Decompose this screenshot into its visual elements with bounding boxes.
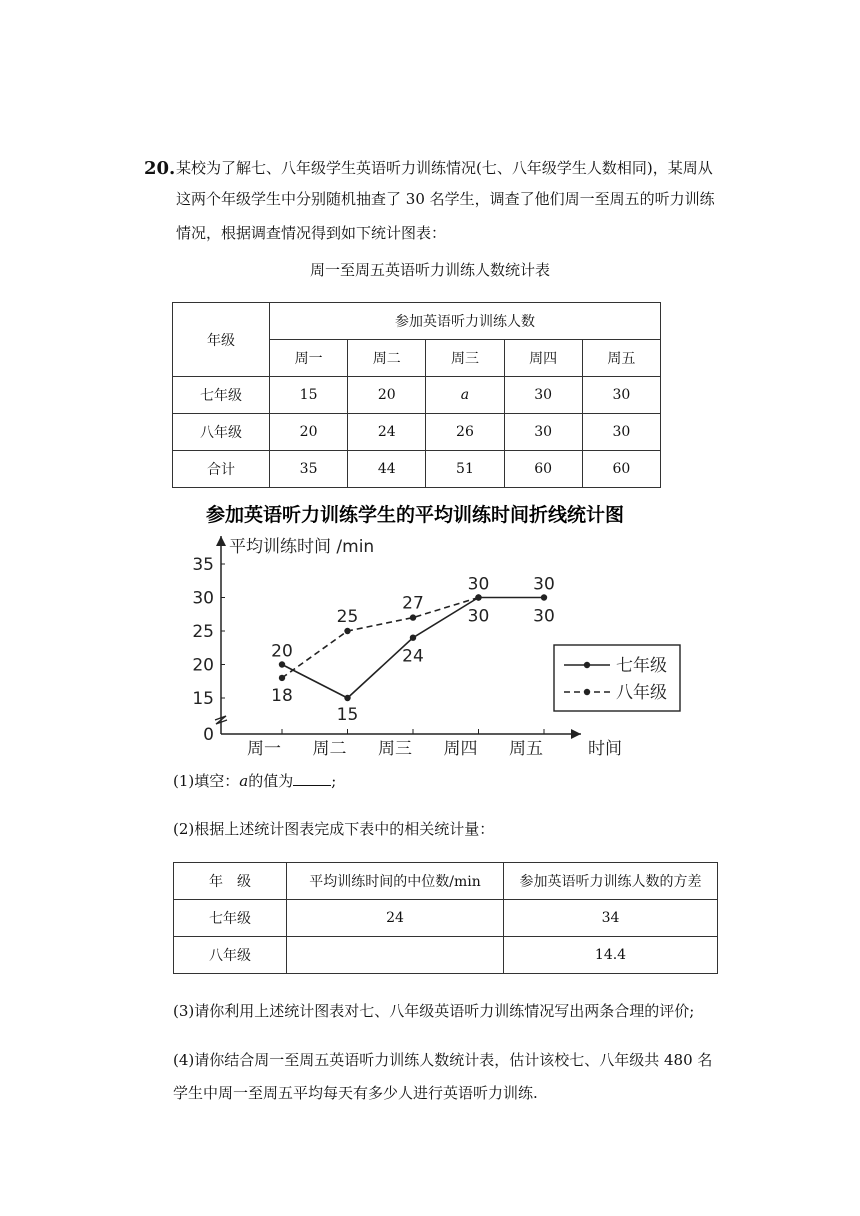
part-1-suffix: 的值为: [248, 772, 294, 790]
data-label: 27: [402, 593, 424, 614]
y-tick-label: 15: [192, 689, 214, 709]
part-3: (3)请你利用上述统计图表对七、八年级英语听力训练情况写出两条合理的评价;: [173, 1002, 695, 1020]
part-2: (2)根据上述统计图表完成下表中的相关统计量：: [173, 820, 495, 838]
x-tick-label: 周四: [443, 739, 478, 759]
grade-header: 年级: [173, 303, 270, 377]
variance-cell: 34: [504, 900, 718, 937]
header-cell: 平均训练时间的中位数/min: [287, 863, 504, 900]
grade-cell: 八年级: [174, 937, 287, 974]
value-cell: 30: [504, 377, 582, 414]
table-row: [174, 937, 718, 974]
grade-cell: 七年级: [173, 377, 270, 414]
legend-marker: [584, 689, 590, 695]
legend-marker: [584, 662, 590, 668]
day-header: 周一: [270, 340, 348, 377]
table-row: [173, 377, 661, 414]
table1-caption: 周一至周五英语听力训练人数统计表: [309, 261, 550, 279]
day-header: 周五: [582, 340, 660, 377]
data-label: 18: [271, 685, 293, 706]
day-header: 周二: [348, 340, 426, 377]
question-line-2: 这两个年级学生中分别随机抽查了 30 名学生，调查了他们周一至周五的听力训练: [176, 190, 715, 208]
table-row: [174, 900, 718, 937]
variance-cell: 14.4: [504, 937, 718, 974]
value-cell: 20: [348, 377, 426, 414]
data-point: [475, 594, 481, 600]
grade-cell: 合计: [173, 451, 270, 488]
part-1-end: ;: [331, 772, 337, 790]
part-4-line-2: 学生中周一至周五平均每天有多少人进行英语听力训练.: [173, 1084, 538, 1102]
y-tick-label: 0: [203, 725, 214, 745]
median-cell[interactable]: [287, 937, 504, 974]
value-cell: a: [426, 377, 504, 414]
data-label: 15: [336, 705, 359, 725]
training-time-line-chart: [192, 498, 686, 768]
part-4-line-1: (4)请你结合周一至周五英语听力训练人数统计表，估计该校七、八年级共 480 名: [173, 1051, 713, 1069]
group-header: 参加英语听力训练人数: [270, 303, 661, 340]
value-cell: 60: [582, 451, 660, 488]
y-tick-label: 35: [192, 555, 214, 575]
axis-break: [215, 716, 227, 724]
question-number: 20.: [144, 158, 176, 179]
data-label: 30: [467, 606, 490, 627]
data-label: 30: [467, 574, 490, 595]
value-cell: 60: [504, 451, 582, 488]
part-1-var: a: [239, 772, 249, 790]
x-axis-label: 时间: [588, 739, 622, 759]
value-cell: 26: [426, 414, 504, 451]
legend-label-grade7: 七年级: [616, 656, 667, 676]
part-1-prefix: (1)填空：: [173, 772, 240, 790]
table-row: [173, 451, 661, 488]
median-cell: 24: [287, 900, 504, 937]
data-label: 24: [402, 646, 424, 667]
x-tick-label: 周三: [378, 739, 412, 759]
value-cell: 35: [270, 451, 348, 488]
value-cell: 51: [426, 451, 504, 488]
y-axis-arrow: [216, 536, 226, 546]
data-label: 20: [271, 641, 293, 662]
y-tick-label: 25: [192, 622, 214, 642]
x-axis-arrow: [571, 729, 581, 739]
training-count-table: [172, 302, 661, 488]
y-tick-label: 30: [192, 588, 214, 609]
series-line-grade8: [282, 598, 479, 678]
data-point: [410, 614, 416, 620]
data-point: [410, 635, 416, 641]
value-cell: 30: [582, 414, 660, 451]
grade-cell: 八年级: [173, 414, 270, 451]
data-label: 25: [336, 607, 359, 627]
value-cell: 30: [582, 377, 660, 414]
answer-blank[interactable]: [293, 771, 331, 786]
x-tick-label: 周二: [312, 739, 347, 759]
y-tick-label: 20: [192, 655, 214, 676]
data-label: 30: [533, 574, 555, 595]
statistics-table: [173, 862, 718, 974]
y-axis-label: 平均训练时间 /min: [229, 537, 375, 557]
grade-cell: 七年级: [174, 900, 287, 937]
data-point: [541, 594, 547, 600]
value-cell: 44: [348, 451, 426, 488]
legend-label-grade8: 八年级: [616, 683, 667, 703]
x-tick-label: 周五: [509, 739, 543, 759]
chart-title: 参加英语听力训练学生的平均训练时间折线统计图: [206, 504, 625, 526]
data-label: 30: [533, 606, 555, 627]
header-cell: 参加英语听力训练人数的方差: [504, 863, 718, 900]
value-cell: 15: [270, 377, 348, 414]
data-point: [279, 661, 285, 667]
value-cell: 24: [348, 414, 426, 451]
day-header: 周四: [504, 340, 582, 377]
data-point: [344, 628, 350, 634]
data-point: [344, 695, 350, 701]
table-row: [173, 414, 661, 451]
question-line-1: 某校为了解七、八年级学生英语听力训练情况(七、八年级学生人数相同)，某周从: [176, 159, 713, 177]
value-cell: 30: [504, 414, 582, 451]
part-1: [173, 771, 336, 791]
value-cell: 20: [270, 414, 348, 451]
x-tick-label: 周一: [247, 739, 281, 759]
header-cell: 年 级: [174, 863, 287, 900]
day-header: 周三: [426, 340, 504, 377]
question-line-3: 情况，根据调查情况得到如下统计图表：: [176, 224, 447, 242]
data-point: [279, 675, 285, 681]
